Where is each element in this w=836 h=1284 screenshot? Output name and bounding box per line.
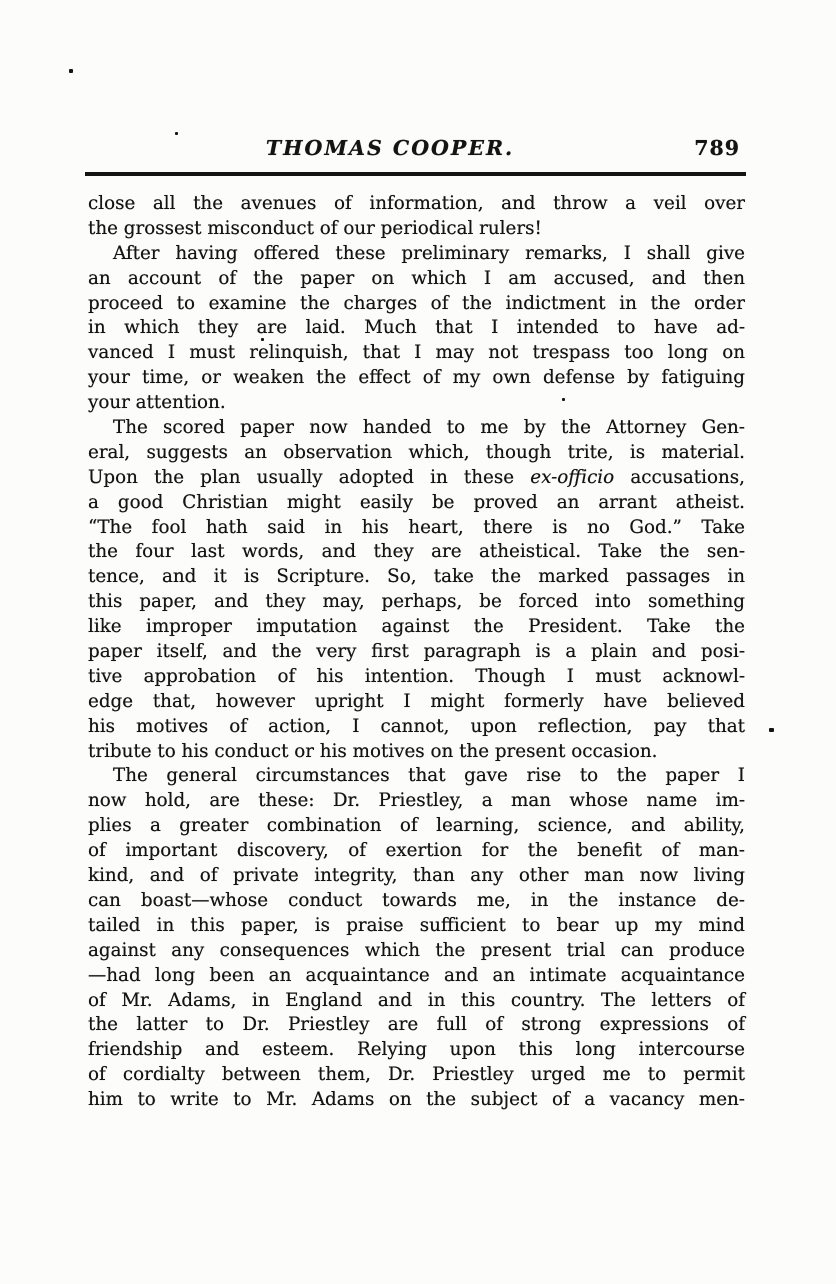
text-line: edge that, however upright I might formerly have believed (88, 690, 745, 712)
text-line: now hold, are these: Dr. Priestley, a man whose name im- (88, 790, 745, 812)
text-line: of important discovery, of exertion for the benefit of man- (88, 840, 745, 862)
page-header (88, 136, 746, 166)
scan-speck (769, 728, 774, 732)
header-rule (85, 172, 746, 176)
text-line: tive approbation of his intention. Though I must acknowl- (88, 665, 745, 687)
scan-speck (175, 132, 178, 135)
text-line: vanced I must relinquish, that I may not trespass too long on (88, 342, 745, 364)
text-line: an account of the paper on which I am accused, and then (88, 267, 745, 289)
text-line: can boast—whose conduct towards me, in the instance de- (88, 889, 745, 911)
text-line: tribute to his conduct or his motives on the present occasion. (88, 740, 658, 762)
text-line: friendship and esteem. Relying upon this long intercourse (88, 1039, 745, 1061)
text-line: “The fool hath said in his heart, there is no God.” Take (88, 516, 745, 538)
text-line: paper itself, and the very first paragraph is a plain and posi- (88, 641, 745, 663)
text-line: like improper imputation against the President. Take the (88, 616, 745, 638)
text-line: your attention. (88, 392, 226, 414)
text-line (88, 466, 745, 491)
text-line: close all the avenues of information, and throw a veil over (88, 193, 745, 214)
italic-phrase: ex-officio (530, 466, 615, 488)
running-title: THOMAS COOPER. (265, 136, 515, 160)
body-text (88, 192, 745, 1113)
scan-speck (69, 69, 73, 73)
line-segment: accusations, (614, 466, 745, 488)
text-line: his motives of action, I cannot, upon reflection, pay that (88, 715, 745, 737)
text-line: the latter to Dr. Priestley are full of strong expressions of (88, 1014, 745, 1036)
text-line: tailed in this paper, is praise sufficient to bear up my mind (88, 914, 745, 936)
page-number: 789 (694, 136, 740, 160)
text-line: tence, and it is Scripture. So, take the marked passages in (88, 566, 745, 588)
text-line: proceed to examine the charges of the indictment in the order (88, 292, 745, 314)
text-line: eral, suggests an observation which, though trite, is material. (88, 441, 745, 463)
text-line: the four last words, and they are atheistical. Take the sen- (88, 541, 745, 563)
text-line: The scored paper now handed to me by the Attorney Gen- (113, 417, 745, 439)
text-line: a good Christian might easily be proved an arrant atheist. (88, 491, 745, 513)
text-line: kind, and of private integrity, than any other man now living (88, 865, 745, 887)
text-line: The general circumstances that gave rise to the paper I (113, 765, 745, 787)
text-line: After having offered these preliminary remarks, I shall give (113, 242, 745, 264)
text-line: plies a greater combination of learning, science, and ability, (88, 815, 745, 837)
text-line: in which they are laid. Much that I intended to have ad- (88, 317, 745, 339)
text-line: against any consequences which the present trial can produce (88, 939, 745, 961)
text-line: of Mr. Adams, in England and in this country. The letters of (88, 989, 745, 1011)
text-line: the grossest misconduct of our periodical rulers! (88, 217, 542, 239)
text-line: this paper, and they may, perhaps, be forced into something (88, 591, 745, 613)
text-line: him to write to Mr. Adams on the subject of a vacancy men- (88, 1089, 745, 1111)
line-segment: Upon the plan usually adopted in these (88, 466, 531, 488)
text-line: —had long been an acquaintance and an intimate acquaintance (88, 964, 745, 986)
text-line: your time, or weaken the effect of my own defense by fatiguing (88, 367, 745, 389)
text-line: of cordialty between them, Dr. Priestley urged me to permit (88, 1064, 745, 1086)
